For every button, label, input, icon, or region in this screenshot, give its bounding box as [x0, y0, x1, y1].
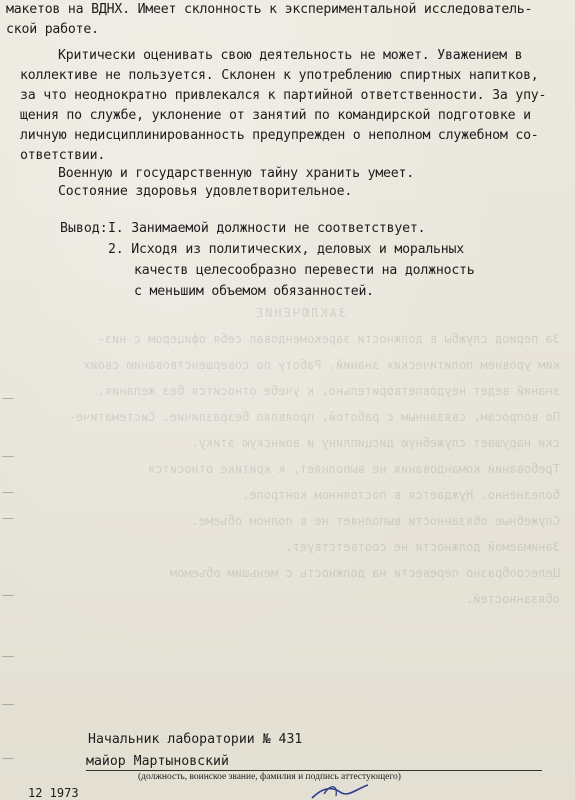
bleed-line: ким уровнем политических знаний. Работу по совершенствованию своих — [83, 358, 560, 372]
signatory-position: Начальник лаборатории № 431 — [88, 732, 303, 747]
signature-underline — [86, 770, 542, 771]
bleed-line: обязанностей. — [466, 592, 560, 606]
signatory-rank-name: майор Мартыновский — [86, 754, 229, 769]
body-line: личную недисциплинированность предупрежден о неполном служебном со- — [20, 128, 539, 143]
conclusion-label: Вывод: — [60, 221, 108, 236]
bleed-line: За период службы в должности зарекомендовал себя офицером с низ- — [97, 332, 560, 346]
bleed-line: ски нарушает служебную дисциплину и воинскую этику. — [191, 436, 560, 450]
bleed-line: болезненно. Нуждается в постоянном контроле. — [242, 488, 560, 502]
body-line: коллективе не пользуется. Склонен к употреблению спиртных напитков, — [20, 68, 539, 83]
body-line: Военную и государственную тайну хранить умеет. — [58, 166, 415, 181]
bleed-line: Требований командования не выполняет, к критике относится — [148, 462, 560, 476]
margin-tick-marks — [0, 0, 18, 800]
conclusion-item-2-cont: с меньшим объемом обязанностей. — [134, 284, 374, 299]
conclusion-item-2: 2. Исходя из политических, деловых и моральных — [108, 242, 465, 257]
bleed-line: Служебные обязанности выполняет не в полном объеме. — [191, 514, 560, 528]
signature-caption: (должность, воинское звание, фамилия и подпись аттестующего) — [138, 772, 401, 782]
bleed-title: ЗАКЛЮЧЕНИЕ — [253, 306, 347, 320]
bleed-line: Целесообразно перевести на должность с меньшим объемом — [169, 566, 560, 580]
body-line: Критически оценивать свою деятельность не может. Уважением в — [58, 48, 523, 63]
bottom-date-fragment: 12 1973 — [28, 786, 79, 800]
conclusion-item-1: I. Занимаемой должности не соответствует. — [108, 221, 426, 236]
body-line: ответствии. — [20, 148, 106, 163]
body-line: за что неоднократно привлекался к партийной ответственности. За упу- — [20, 88, 547, 103]
conclusion-item-2-cont: качеств целесообразно перевести на должность — [134, 263, 475, 278]
body-line: макетов на ВДНХ. Имеет склонность к экспериментальной исследователь- — [6, 2, 533, 17]
body-line: щения по службе, уклонение от занятий по командирской подготовке и — [20, 108, 531, 123]
bleed-line: По вопросам, связанным с работой, проявлял безразличие. Систематиче- — [68, 410, 560, 424]
handwritten-signature — [310, 782, 370, 800]
body-line: ской работе. — [6, 22, 99, 37]
body-line: Состояние здоровья удовлетворительное. — [58, 184, 353, 199]
bleed-line: Занимаемой должности не соответствует. — [285, 540, 560, 554]
bleed-line: знаний ведет неудовлетворительно, к учебе относится без желания. — [97, 384, 560, 398]
bleed-through-text — [40, 300, 560, 612]
